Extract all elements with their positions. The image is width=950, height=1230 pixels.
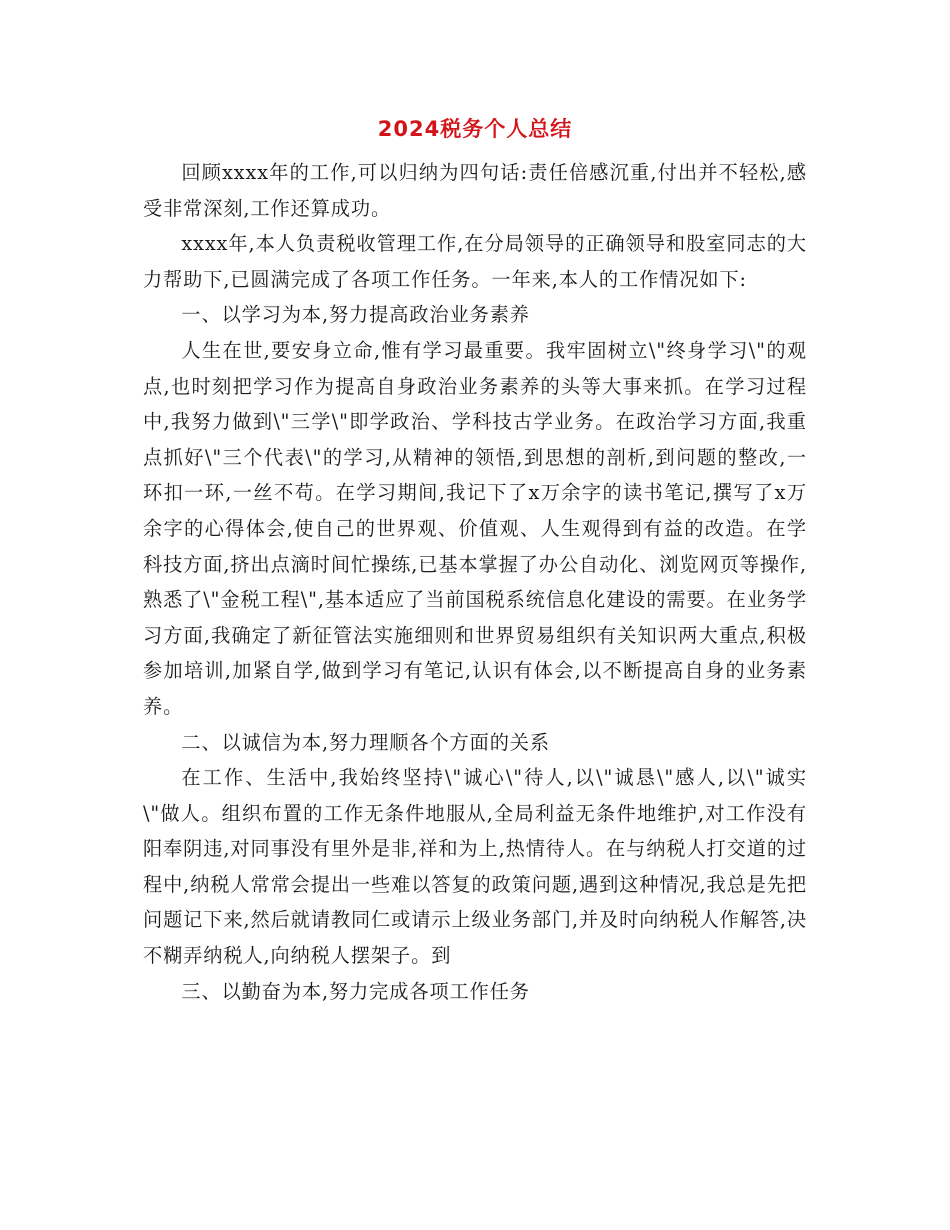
document-title: 2024税务个人总结 — [377, 117, 573, 141]
overview-paragraph: xxxx年,本人负责税收管理工作,在分局领导的正确领导和股室同志的大力帮助下,已圆满完成了各项工作任务。一年来,本人的工作情况如下: — [143, 232, 807, 291]
section-2-heading: 二、以诚信为本,努力理顺各个方面的关系 — [181, 730, 550, 754]
document-body — [143, 155, 807, 1009]
intro-paragraph: 回顾xxxx年的工作,可以归纳为四句话:责任倍感沉重,付出并不轻松,感受非常深刻,工作还算成功。 — [143, 161, 807, 220]
section-1-heading: 一、以学习为本,努力提高政治业务素养 — [181, 303, 530, 327]
section-3-heading: 三、以勤奋为本,努力完成各项工作任务 — [181, 979, 530, 1003]
section-1-paragraph: 人生在世,要安身立命,惟有学习最重要。我牢固树立\"终身学习\"的观点,也时刻把学习作为提高自身政治业务素养的头等大事来抓。在学习过程中,我努力做到\"三学\"即学政治、学科技古学业务。在政治学习方面,我重点抓好\"三个代表\"的学习,从精神的领悟,到思想的剖析,到问题的整改,一环扣一环,一丝不苟。在学习期间,我记下了x万余字的读书笔记,撰写了x万余字的心得体会,使自己的世界观、价值观、人生观得到有益的改造。在学科技方面,挤出点滴时间忙操练,已基本掌握了办公自动化、浏览网页等操作,熟悉了\"金税工程\",基本适应了当前国税系统信息化建设的需要。在业务学习方面,我确定了新征管法实施细则和世界贸易组织有关知识两大重点,积极参加培训,加紧自学,做到学习有笔记,认识有体会,以不断提高自身的业务素养。 — [143, 338, 807, 718]
section-2-paragraph: 在工作、生活中,我始终坚持\"诚心\"待人,以\"诚恳\"感人,以\"诚实\"做人。组织布置的工作无条件地服从,全局利益无条件地维护,对工作没有阳奉阴违,对同事没有里外是非,祥和为上,热情待人。在与纳税人打交道的过程中,纳税人常常会提出一些难以答复的政策问题,遇到这种情况,我总是先把问题记下来,然后就请教同仁或请示上级业务部门,并及时向纳税人作解答,决不糊弄纳税人,向纳税人摆架子。到 — [143, 766, 807, 968]
